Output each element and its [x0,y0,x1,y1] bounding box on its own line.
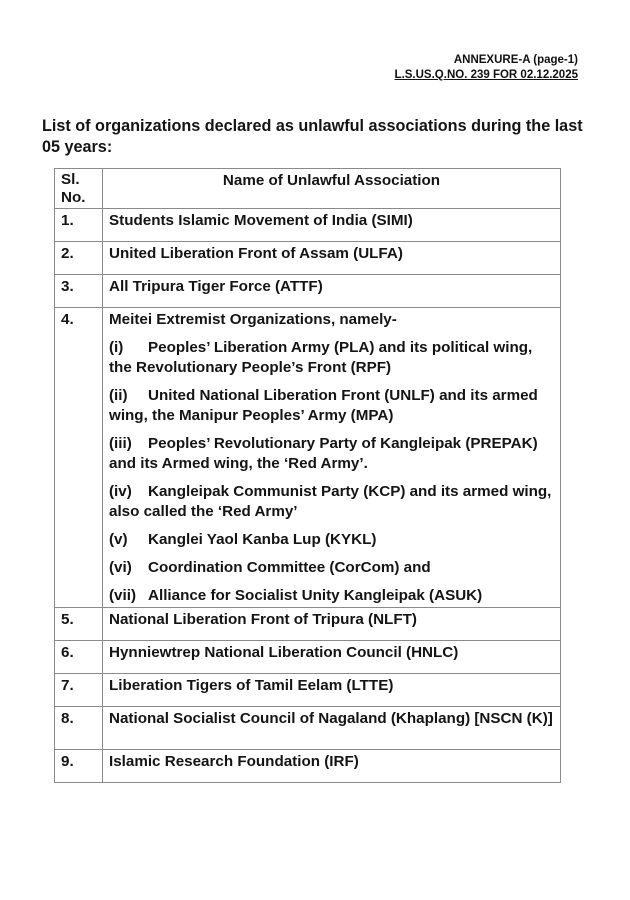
annexure-title: ANNEXURE-A (page-1) [453,54,578,66]
association-name-cell: Hynniewtrep National Liberation Council (HNLC) [103,641,561,674]
association-name-cell: Students Islamic Movement of India (SIMI) [103,209,561,242]
sub-item [109,530,554,550]
sub-item-text: Alliance for Socialist Unity Kangleipak (ASUK) [148,587,483,604]
table-row [55,707,561,750]
association-name-cell: Islamic Research Foundation (IRF) [103,750,561,783]
sub-item-text: Peoples’ Liberation Army (PLA) and its political wing, the Revolutionary People’s Front (RPF) [109,339,533,376]
sl-no-cell: 4. [55,308,103,608]
sl-no-cell: 1. [55,209,103,242]
sub-item-number: (iii) [109,435,132,452]
association-name-cell: National Liberation Front of Tripura (NLFT) [103,608,561,641]
sl-no-cell: 5. [55,608,103,641]
intro-text: List of organizations declared as unlawful associations during the last 05 years: [42,117,583,156]
sl-no-cell: 3. [55,275,103,308]
association-name-cell: Liberation Tigers of Tamil Eelam (LTTE) [103,674,561,707]
sub-item [109,434,554,474]
association-name-cell: National Socialist Council of Nagaland (Khaplang) [NSCN (K)] [103,707,561,750]
sub-item-text: Peoples’ Revolutionary Party of Kangleipak (PREPAK) and its Armed wing, the ‘Red Army’. [109,435,538,472]
table-row [55,674,561,707]
sub-item-text: Coordination Committee (CorCom) and [148,559,431,576]
sl-no-cell: 9. [55,750,103,783]
table-row [55,242,561,275]
association-name-cell: United Liberation Front of Assam (ULFA) [103,242,561,275]
sub-item-number: (ii) [109,387,128,404]
sub-item-number: (i) [109,339,124,356]
table-row [55,608,561,641]
sl-no-cell: 2. [55,242,103,275]
sub-item-number: (vi) [109,559,132,576]
sub-item [109,482,554,522]
sub-item [109,386,554,426]
sub-item [109,558,554,578]
sub-item-text: Kanglei Yaol Kanba Lup (KYKL) [148,531,377,548]
association-group-cell [103,308,561,608]
sl-no-cell: 6. [55,641,103,674]
table-row [55,209,561,242]
sub-item-number: (v) [109,531,128,548]
question-reference: L.S.US.Q.NO. 239 FOR 02.12.2025 [394,69,578,81]
sub-item-number: (iv) [109,483,132,500]
table-row-group [55,308,561,608]
sub-item [109,338,554,378]
unlawful-associations-table [54,168,561,783]
column-header-sl-no: Sl. No. [55,169,103,209]
table-row [55,275,561,308]
sub-item-number: (vii) [109,587,137,604]
column-header-name: Name of Unlawful Association [103,169,561,209]
annexure-header [395,53,578,83]
sub-item-text: United National Liberation Front (UNLF) and its armed wing, the Manipur Peoples’ Army (MPA) [109,387,538,424]
sl-no-cell: 8. [55,707,103,750]
association-name-cell: All Tripura Tiger Force (ATTF) [103,275,561,308]
table-header-row [55,169,561,209]
group-title: Meitei Extremist Organizations, namely- [109,311,397,328]
table-row [55,750,561,783]
table-row [55,641,561,674]
sub-item [109,586,554,606]
sub-item-text: Kangleipak Communist Party (KCP) and its armed wing, also called the ‘Red Army’ [109,483,552,520]
sl-no-cell: 7. [55,674,103,707]
